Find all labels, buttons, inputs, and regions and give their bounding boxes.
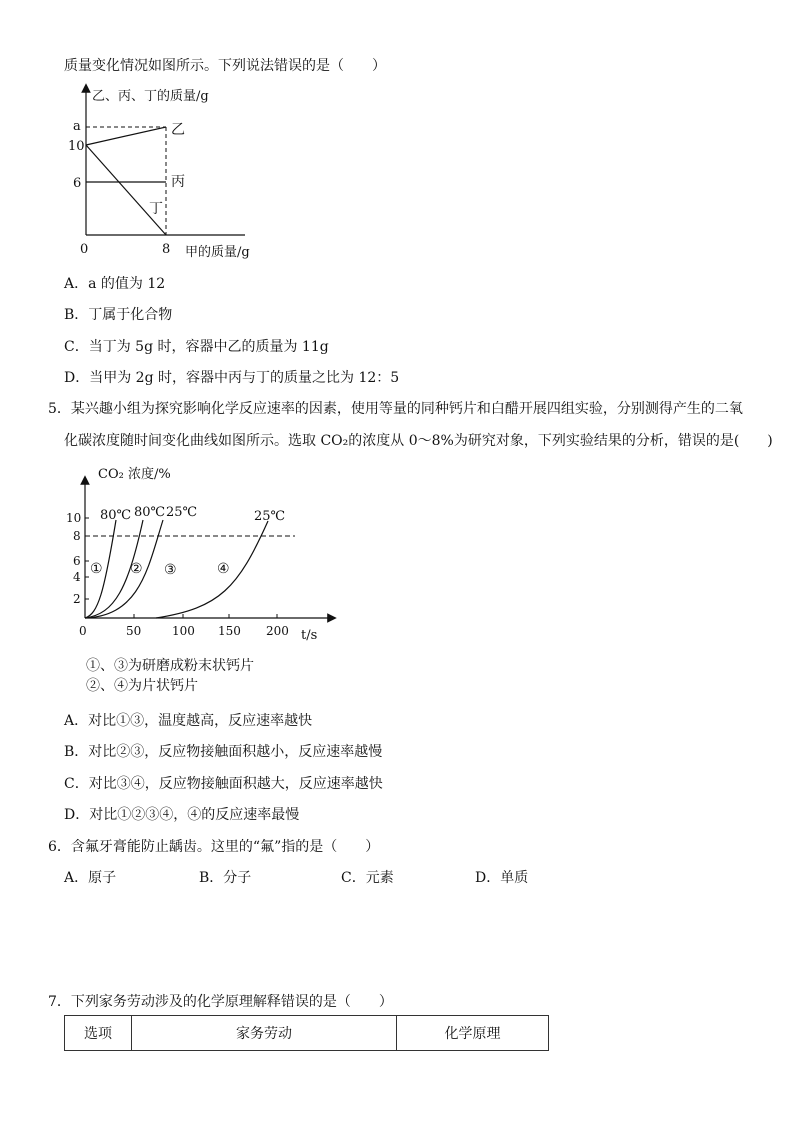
q5-stem-line1: 5．某兴趣小组为探究影响化学反应速率的因素，使用等量的同种钙片和白醋开展四组实验，分别测得产生的二氧 <box>48 401 743 417</box>
q4-label-yi: 乙 <box>171 122 185 138</box>
q4-label-bing: 丙 <box>171 174 185 190</box>
q5-temp-4: 25℃ <box>254 509 286 524</box>
q4-option-a[interactable]: A．a 的值为 12 <box>64 276 166 292</box>
q4-series-yi <box>86 127 166 145</box>
q4-x-label: 甲的质量/g <box>185 245 250 260</box>
q5-chart <box>60 458 350 643</box>
q5-temp-3: 25℃ <box>166 505 198 520</box>
q7-table <box>64 1015 549 1051</box>
q5-xtick-100: 100 <box>172 624 195 638</box>
q4-xtick-8: 8 <box>162 242 171 257</box>
q5-option-c[interactable]: C．对比③④，反应物接触面积越大，反应速率越快 <box>64 776 383 792</box>
q5-option-a[interactable]: A．对比①③，温度越高，反应速率越快 <box>64 713 313 729</box>
q6-stem: 6．含氟牙膏能防止龋齿。这里的“氟”指的是（ ） <box>48 839 380 855</box>
q5-option-b[interactable]: B．对比②③，反应物接触面积越小，反应速率越慢 <box>64 744 383 760</box>
q5-note-2: ②、④为片状钙片 <box>86 678 198 694</box>
q5-ytick-6: 6 <box>73 554 81 568</box>
q7-header-principle: 化学原理 <box>397 1016 549 1051</box>
q5-ytick-4: 4 <box>73 570 81 584</box>
q4-chart <box>60 82 290 267</box>
q4-label-ding: 丁 <box>149 201 163 217</box>
q5-num-4: ④ <box>217 561 230 577</box>
q4-ytick-10: 10 <box>68 139 85 154</box>
q7-header-option: 选项 <box>65 1016 132 1051</box>
q7-table-header-row <box>65 1016 549 1051</box>
q5-note-1: ①、③为研磨成粉末状钙片 <box>86 658 254 674</box>
q4-option-c[interactable]: C．当丁为 5g 时，容器中乙的质量为 11g <box>64 339 329 355</box>
q5-y-label: CO₂ 浓度/% <box>98 467 171 482</box>
q5-xtick-50: 50 <box>126 624 142 638</box>
q4-option-b[interactable]: B．丁属于化合物 <box>64 307 173 323</box>
q5-xtick-150: 150 <box>218 624 241 638</box>
q5-num-2: ② <box>130 561 143 577</box>
q6-option-b[interactable]: B．分子 <box>199 870 252 886</box>
q5-num-3: ③ <box>164 562 177 578</box>
q5-ytick-8: 8 <box>73 529 81 543</box>
q4-xtick-0: 0 <box>80 242 89 257</box>
q7-stem: 7．下列家务劳动涉及的化学原理解释错误的是（ ） <box>48 994 393 1010</box>
q5-xtick-0: 0 <box>79 624 87 638</box>
q4-ytick-6: 6 <box>73 176 82 191</box>
q5-x-label: t/s <box>301 628 318 643</box>
q4-option-d[interactable]: D．当甲为 2g 时，容器中丙与丁的质量之比为 12：5 <box>64 370 400 386</box>
q5-num-1: ① <box>90 561 103 577</box>
q4-y-label: 乙、丙、丁的质量/g <box>92 89 209 104</box>
q6-option-c[interactable]: C．元素 <box>341 870 394 886</box>
q6-option-a[interactable]: A．原子 <box>64 870 117 886</box>
q4-series-ding <box>86 145 166 235</box>
q5-option-d[interactable]: D．对比①②③④，④的反应速率最慢 <box>64 807 300 823</box>
q5-temp-1: 80℃ <box>100 508 132 523</box>
q4-ytick-a: a <box>73 119 81 134</box>
q5-ytick-2: 2 <box>73 592 81 606</box>
q7-header-housework: 家务劳动 <box>132 1016 397 1051</box>
q6-option-d[interactable]: D．单质 <box>475 870 529 886</box>
q4-stem-tail: 质量变化情况如图所示。下列说法错误的是（ ） <box>64 58 386 74</box>
q5-temp-2: 80℃ <box>134 505 166 520</box>
q5-stem-line2: 化碳浓度随时间变化曲线如图所示。选取 CO₂的浓度从 0～8%为研究对象，下列实验结果的分析，错误的是( ) <box>64 433 773 449</box>
q5-xtick-200: 200 <box>266 624 289 638</box>
q5-ytick-10: 10 <box>66 511 82 525</box>
